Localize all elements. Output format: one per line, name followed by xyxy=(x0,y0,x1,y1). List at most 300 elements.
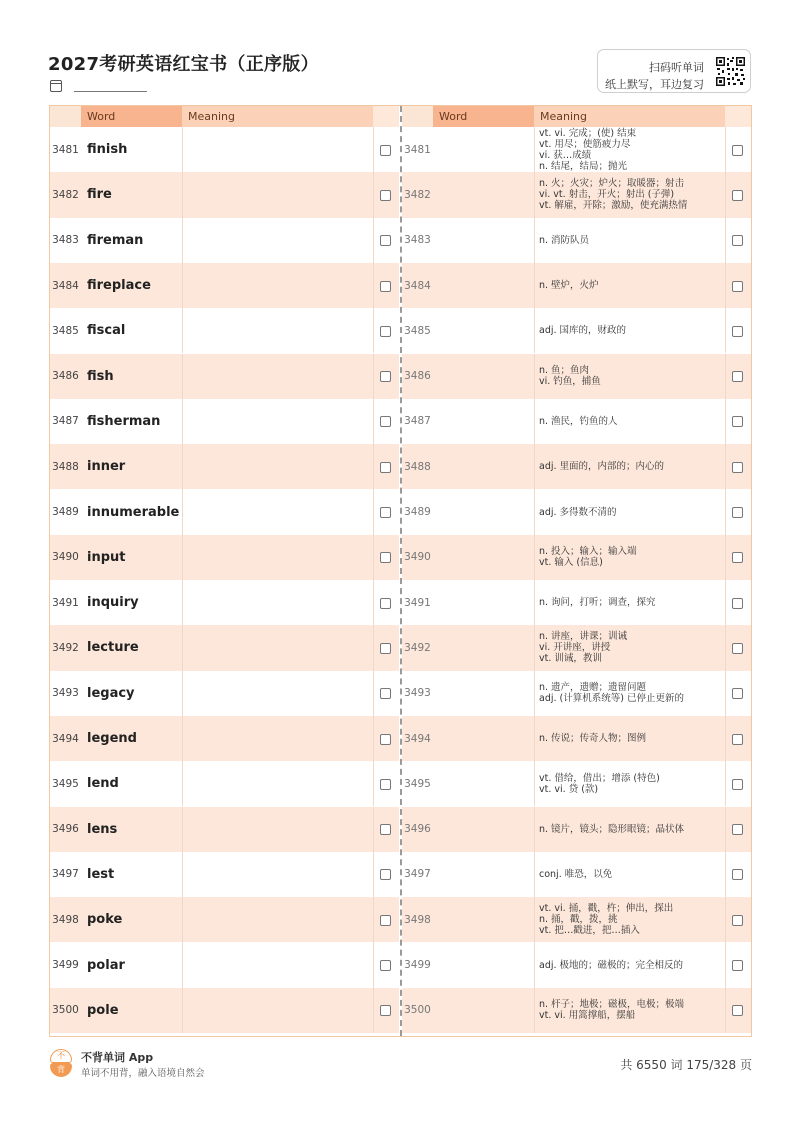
date-blank[interactable] xyxy=(74,81,147,92)
row-number: 3487 xyxy=(404,415,431,428)
checkbox-icon[interactable] xyxy=(732,552,743,563)
row-number: 3483 xyxy=(404,234,431,247)
word-text: lens xyxy=(87,821,118,837)
row-number: 3481 xyxy=(52,143,79,156)
header-word: Word xyxy=(433,106,534,127)
checkbox-icon[interactable] xyxy=(380,688,391,699)
word-text: pole xyxy=(87,1002,119,1018)
column-separator xyxy=(182,263,183,308)
checkbox-icon[interactable] xyxy=(380,507,391,518)
meaning-text xyxy=(539,444,725,489)
word-text: fisherman xyxy=(87,413,161,429)
checkbox-icon[interactable] xyxy=(732,462,743,473)
column-separator xyxy=(534,218,535,263)
meaning-lines: n. 壁炉，火炉 xyxy=(539,280,599,292)
calendar-icon xyxy=(50,80,62,92)
logo-bottom: 背 xyxy=(50,1063,72,1077)
column-separator xyxy=(725,535,726,580)
table-row xyxy=(402,308,751,353)
meaning-blank[interactable] xyxy=(187,263,373,308)
checkbox-icon[interactable] xyxy=(380,281,391,292)
column-separator xyxy=(534,444,535,489)
app-name: 不背单词 App xyxy=(81,1051,154,1064)
meaning-blank[interactable] xyxy=(187,807,373,852)
meaning-blank[interactable] xyxy=(187,444,373,489)
bubei-logo-icon xyxy=(50,1049,72,1077)
table-row xyxy=(402,942,751,987)
scan-text-line2: 纸上默写，耳边复习 xyxy=(605,78,704,91)
word-text: fireman xyxy=(87,232,144,248)
table-row xyxy=(50,263,399,308)
word-text: polar xyxy=(87,957,125,973)
meaning-lines: n. 杆子；地极；磁极，电极；极端 vt. vi. 用篙撑船，摆船 xyxy=(539,999,685,1022)
meaning-text xyxy=(539,942,725,987)
checkbox-icon[interactable] xyxy=(380,915,391,926)
row-number: 3491 xyxy=(52,596,79,609)
row-number: 3487 xyxy=(52,415,79,428)
checkbox-icon[interactable] xyxy=(380,643,391,654)
column-separator xyxy=(373,671,374,716)
column-separator xyxy=(182,988,183,1033)
row-number: 3500 xyxy=(52,1004,79,1017)
row-number: 3486 xyxy=(404,370,431,383)
meaning-lines: adj. 多得数不清的 xyxy=(539,506,617,518)
table-row xyxy=(50,807,399,852)
checkbox-icon[interactable] xyxy=(732,1005,743,1016)
checkbox-icon[interactable] xyxy=(380,145,391,156)
checkbox-icon[interactable] xyxy=(732,416,743,427)
meaning-blank[interactable] xyxy=(187,761,373,806)
column-separator xyxy=(182,625,183,670)
checkbox-icon[interactable] xyxy=(732,779,743,790)
meaning-blank[interactable] xyxy=(187,127,373,172)
column-separator xyxy=(725,852,726,897)
table-row xyxy=(402,580,751,625)
checkbox-icon[interactable] xyxy=(380,416,391,427)
checkbox-icon[interactable] xyxy=(380,869,391,880)
table-row xyxy=(402,444,751,489)
checkbox-icon[interactable] xyxy=(380,779,391,790)
row-number: 3489 xyxy=(404,506,431,519)
table-row xyxy=(402,263,751,308)
column-separator xyxy=(725,671,726,716)
column-separator xyxy=(534,942,535,987)
meaning-text xyxy=(539,489,725,534)
checkbox-icon[interactable] xyxy=(732,281,743,292)
column-separator xyxy=(373,263,374,308)
meaning-blank[interactable] xyxy=(187,625,373,670)
column-separator xyxy=(373,444,374,489)
column-separator xyxy=(534,489,535,534)
word-text: lend xyxy=(87,776,119,792)
header-number-cell xyxy=(402,106,433,127)
row-number: 3481 xyxy=(404,143,431,156)
table-row xyxy=(402,716,751,761)
page-info: 共 6550 词 175/328 页 xyxy=(620,1058,752,1072)
row-number: 3499 xyxy=(404,959,431,972)
meaning-lines: n. 消防队员 xyxy=(539,234,590,246)
row-number: 3492 xyxy=(404,641,431,654)
table-row xyxy=(50,308,399,353)
meaning-blank[interactable] xyxy=(187,671,373,716)
checkbox-icon[interactable] xyxy=(732,190,743,201)
row-number: 3500 xyxy=(404,1004,431,1017)
column-separator xyxy=(534,263,535,308)
column-separator xyxy=(182,535,183,580)
meaning-text xyxy=(539,354,725,399)
table-row xyxy=(402,671,751,716)
row-number: 3484 xyxy=(404,279,431,292)
column-separator xyxy=(534,716,535,761)
column-separator xyxy=(182,172,183,217)
table-row xyxy=(402,399,751,444)
word-text: fish xyxy=(87,368,114,384)
column-separator xyxy=(725,942,726,987)
table-row xyxy=(50,535,399,580)
page-title: 2027考研英语红宝书（正序版） xyxy=(48,54,319,75)
row-number: 3491 xyxy=(404,596,431,609)
word-text: legend xyxy=(87,731,137,747)
column-separator xyxy=(725,444,726,489)
column-separator xyxy=(534,897,535,942)
meaning-text xyxy=(539,988,725,1033)
left-half xyxy=(50,106,399,1036)
column-separator xyxy=(534,761,535,806)
meaning-text xyxy=(539,127,725,172)
column-separator xyxy=(534,308,535,353)
column-separator xyxy=(182,399,183,444)
column-separator xyxy=(725,218,726,263)
meaning-text xyxy=(539,761,725,806)
table-row xyxy=(402,127,751,172)
table-row xyxy=(402,852,751,897)
table-row xyxy=(402,625,751,670)
meaning-lines: n. 火；火灾；炉火；取暖器；射击 vi. vt. 射击，开火；射出 (子弹) vt. 解雇，开除；激励，使充满热情 xyxy=(539,178,688,212)
table-row xyxy=(402,988,751,1033)
meaning-text xyxy=(539,807,725,852)
meaning-blank[interactable] xyxy=(187,354,373,399)
table-row xyxy=(402,761,751,806)
checkbox-icon[interactable] xyxy=(732,643,743,654)
meaning-lines: conj. 唯恐，以免 xyxy=(539,868,613,880)
column-separator xyxy=(182,308,183,353)
checkbox-icon[interactable] xyxy=(380,552,391,563)
checkbox-icon[interactable] xyxy=(380,235,391,246)
column-separator xyxy=(182,671,183,716)
meaning-blank[interactable] xyxy=(187,218,373,263)
column-separator xyxy=(182,127,183,172)
meaning-lines: vt. vi. 完成；(使) 结束 vt. 用尽；使筋疲力尽 vi. 获…成绩 n. 结尾，结局；抛光 xyxy=(539,127,637,172)
meaning-lines: adj. 极地的；磁极的；完全相反的 xyxy=(539,959,684,971)
checkbox-icon[interactable] xyxy=(732,960,743,971)
checkbox-icon[interactable] xyxy=(732,869,743,880)
column-separator xyxy=(373,897,374,942)
meaning-lines: n. 鱼；鱼肉 vi. 钓鱼，捕鱼 xyxy=(539,365,601,388)
checkbox-icon[interactable] xyxy=(380,326,391,337)
meaning-text xyxy=(539,399,725,444)
table-row xyxy=(402,354,751,399)
row-number: 3492 xyxy=(52,641,79,654)
row-number: 3489 xyxy=(52,506,79,519)
column-separator xyxy=(373,354,374,399)
table-row xyxy=(402,897,751,942)
meaning-text xyxy=(539,716,725,761)
row-number: 3496 xyxy=(52,823,79,836)
word-text: legacy xyxy=(87,685,135,701)
row-number: 3488 xyxy=(52,460,79,473)
meaning-lines: vt. vi. 捅，戳，杵；伸出，探出 n. 捅，戳，拨，挑 vt. 把…戳进，把…插入 xyxy=(539,903,674,937)
table-row xyxy=(50,761,399,806)
column-separator xyxy=(182,852,183,897)
column-separator xyxy=(373,127,374,172)
row-number: 3495 xyxy=(404,777,431,790)
checkbox-icon[interactable] xyxy=(732,235,743,246)
checkbox-icon[interactable] xyxy=(380,1005,391,1016)
table-row xyxy=(50,127,399,172)
meaning-blank[interactable] xyxy=(187,897,373,942)
column-separator xyxy=(725,761,726,806)
meaning-lines: vt. 借给，借出；增添 (特色) vt. vi. 贷 (款) xyxy=(539,772,660,795)
table-row xyxy=(50,942,399,987)
column-separator xyxy=(182,218,183,263)
row-number: 3485 xyxy=(52,324,79,337)
column-separator xyxy=(373,852,374,897)
column-separator xyxy=(373,535,374,580)
column-separator xyxy=(534,580,535,625)
row-number: 3482 xyxy=(52,188,79,201)
column-separator xyxy=(534,988,535,1033)
row-number: 3499 xyxy=(52,959,79,972)
column-separator xyxy=(373,172,374,217)
row-number: 3497 xyxy=(52,868,79,881)
column-separator xyxy=(182,942,183,987)
row-number: 3494 xyxy=(404,732,431,745)
checkbox-icon[interactable] xyxy=(732,507,743,518)
word-text: innumerable xyxy=(87,504,180,520)
column-separator xyxy=(725,172,726,217)
word-text: inner xyxy=(87,459,126,475)
row-number: 3486 xyxy=(52,370,79,383)
column-separator xyxy=(373,716,374,761)
column-separator xyxy=(534,671,535,716)
checkbox-icon[interactable] xyxy=(732,145,743,156)
checkbox-icon[interactable] xyxy=(380,734,391,745)
meaning-blank[interactable] xyxy=(187,172,373,217)
column-separator xyxy=(534,625,535,670)
meaning-lines: n. 讲座，讲课；训诫 vi. 开讲座，讲授 vt. 训诫，教训 xyxy=(539,631,628,665)
meaning-blank[interactable] xyxy=(187,988,373,1033)
word-text: lest xyxy=(87,866,115,882)
meaning-lines: n. 遗产，遗赠；遗留问题 adj. (计算机系统等) 已停止更新的 xyxy=(539,682,684,705)
column-separator xyxy=(534,852,535,897)
meaning-text xyxy=(539,897,725,942)
word-text: input xyxy=(87,549,126,565)
table-row xyxy=(402,489,751,534)
checkbox-icon[interactable] xyxy=(380,824,391,835)
word-text: poke xyxy=(87,912,123,928)
column-separator xyxy=(373,807,374,852)
meaning-text xyxy=(539,535,725,580)
meaning-text xyxy=(539,671,725,716)
checkbox-icon[interactable] xyxy=(732,598,743,609)
row-number: 3490 xyxy=(404,551,431,564)
checkbox-icon[interactable] xyxy=(732,326,743,337)
column-separator xyxy=(373,218,374,263)
column-separator xyxy=(182,716,183,761)
table-header xyxy=(402,106,751,127)
date-row xyxy=(50,80,147,92)
row-number: 3482 xyxy=(404,188,431,201)
meaning-lines: adj. 国库的，财政的 xyxy=(539,325,627,337)
column-separator xyxy=(725,354,726,399)
header-number-cell xyxy=(50,106,81,127)
column-separator xyxy=(534,172,535,217)
right-half xyxy=(402,106,751,1036)
checkbox-icon[interactable] xyxy=(380,371,391,382)
vocabulary-table xyxy=(49,105,752,1037)
table-row xyxy=(50,399,399,444)
checkbox-icon[interactable] xyxy=(732,734,743,745)
column-separator xyxy=(182,897,183,942)
word-text: lecture xyxy=(87,640,139,656)
table-row xyxy=(50,172,399,217)
column-separator xyxy=(534,807,535,852)
meaning-blank[interactable] xyxy=(187,716,373,761)
row-number: 3496 xyxy=(404,823,431,836)
qr-code-icon[interactable] xyxy=(715,56,746,87)
column-separator xyxy=(534,399,535,444)
checkbox-icon[interactable] xyxy=(380,190,391,201)
meaning-blank[interactable] xyxy=(187,308,373,353)
column-separator xyxy=(182,444,183,489)
meaning-blank[interactable] xyxy=(187,489,373,534)
word-text: finish xyxy=(87,142,128,158)
column-separator xyxy=(534,535,535,580)
checkbox-icon[interactable] xyxy=(732,688,743,699)
word-text: inquiry xyxy=(87,595,139,611)
column-separator xyxy=(725,399,726,444)
column-separator xyxy=(534,354,535,399)
table-row xyxy=(50,580,399,625)
column-separator xyxy=(373,761,374,806)
meaning-lines: n. 镜片，镜头；隐形眼镜；晶状体 xyxy=(539,823,685,835)
table-row xyxy=(50,354,399,399)
checkbox-icon[interactable] xyxy=(380,598,391,609)
column-separator xyxy=(373,489,374,534)
table-row xyxy=(50,671,399,716)
meaning-blank[interactable] xyxy=(187,580,373,625)
meaning-lines: n. 渔民，钓鱼的人 xyxy=(539,415,618,427)
column-separator xyxy=(182,807,183,852)
row-number: 3483 xyxy=(52,234,79,247)
meaning-blank[interactable] xyxy=(187,399,373,444)
row-number: 3495 xyxy=(52,777,79,790)
meaning-text xyxy=(539,218,725,263)
word-text: fire xyxy=(87,187,112,203)
table-row xyxy=(50,625,399,670)
column-separator xyxy=(725,897,726,942)
table-header xyxy=(50,106,399,127)
meaning-lines: n. 传说；传奇人物；图例 xyxy=(539,733,647,745)
meaning-lines: n. 投入；输入；输入端 vt. 输入 (信息) xyxy=(539,546,637,569)
header-check-cell xyxy=(373,106,399,127)
table-row xyxy=(50,897,399,942)
column-separator xyxy=(725,580,726,625)
column-separator xyxy=(373,580,374,625)
meaning-lines: adj. 里面的，内部的；内心的 xyxy=(539,461,665,473)
meaning-blank[interactable] xyxy=(187,942,373,987)
logo-top: 不 xyxy=(50,1049,72,1063)
checkbox-icon[interactable] xyxy=(732,915,743,926)
header-meaning: Meaning xyxy=(534,106,725,127)
meaning-text xyxy=(539,263,725,308)
scan-to-listen-box[interactable] xyxy=(597,49,751,93)
column-separator xyxy=(373,308,374,353)
column-separator xyxy=(725,716,726,761)
column-separator xyxy=(725,308,726,353)
column-separator xyxy=(373,625,374,670)
checkbox-icon[interactable] xyxy=(732,371,743,382)
word-text: fiscal xyxy=(87,323,126,339)
column-separator xyxy=(725,807,726,852)
app-slogan: 单词不用背，融入语境自然会 xyxy=(81,1068,205,1079)
column-separator xyxy=(373,942,374,987)
column-separator xyxy=(182,580,183,625)
table-row xyxy=(402,218,751,263)
row-number: 3488 xyxy=(404,460,431,473)
meaning-blank[interactable] xyxy=(187,852,373,897)
meaning-text xyxy=(539,580,725,625)
row-number: 3493 xyxy=(404,687,431,700)
table-row xyxy=(402,807,751,852)
checkbox-icon[interactable] xyxy=(380,462,391,473)
table-row xyxy=(50,218,399,263)
column-separator xyxy=(725,489,726,534)
row-number: 3498 xyxy=(52,913,79,926)
column-separator xyxy=(182,761,183,806)
meaning-text xyxy=(539,852,725,897)
row-number: 3494 xyxy=(52,732,79,745)
word-text: fireplace xyxy=(87,278,151,294)
meaning-text xyxy=(539,308,725,353)
table-row xyxy=(402,172,751,217)
row-number: 3493 xyxy=(52,687,79,700)
header-check-cell xyxy=(725,106,751,127)
table-row xyxy=(50,716,399,761)
meaning-text xyxy=(539,172,725,217)
checkbox-icon[interactable] xyxy=(380,960,391,971)
table-row xyxy=(402,535,751,580)
table-row xyxy=(50,489,399,534)
row-number: 3484 xyxy=(52,279,79,292)
checkbox-icon[interactable] xyxy=(732,824,743,835)
column-separator xyxy=(373,988,374,1033)
scan-text-line1: 扫码听单词 xyxy=(649,61,704,74)
column-separator xyxy=(725,127,726,172)
row-number: 3485 xyxy=(404,324,431,337)
table-row xyxy=(50,444,399,489)
column-separator xyxy=(725,625,726,670)
column-separator xyxy=(373,399,374,444)
row-number: 3497 xyxy=(404,868,431,881)
row-number: 3498 xyxy=(404,913,431,926)
meaning-blank[interactable] xyxy=(187,535,373,580)
column-separator xyxy=(725,263,726,308)
header-meaning: Meaning xyxy=(182,106,373,127)
table-row xyxy=(50,852,399,897)
table-row xyxy=(50,988,399,1033)
column-separator xyxy=(182,354,183,399)
